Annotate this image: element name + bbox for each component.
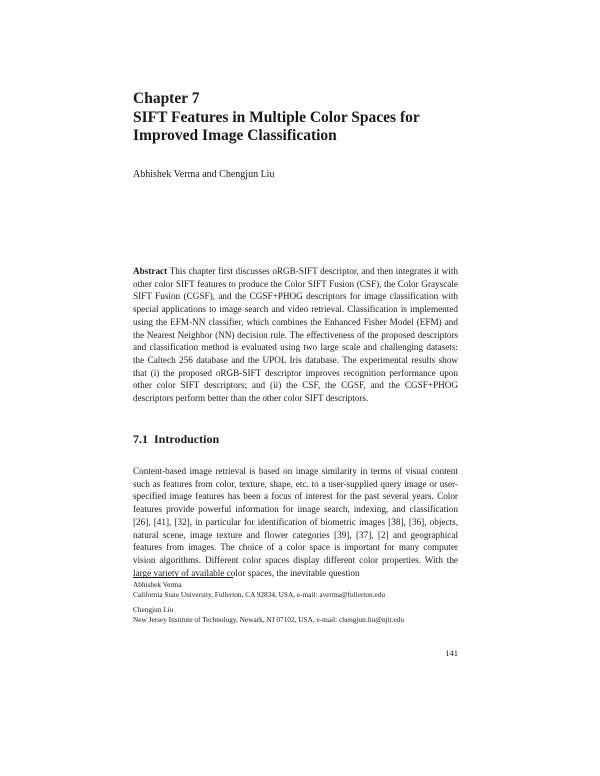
chapter-label: Chapter 7: [133, 90, 200, 107]
abstract: [133, 265, 458, 405]
body-paragraph: Content-based image retrieval is based on image similarity in terms of visual content such as features from color, texture, shape, etc. to a user-supplied query image or user-specified image features has been a focus of interest for the past several years. Color features provide powerful information for image search, indexing, and classification [26], [41], [32], in particular for identification of biometric images [38], [36], objects, natural scene, image texture and flower categories [39], [37], [2] and geographical features from images. The choice of a color space is important for many computer vision algorithms. Different color spaces display different color properties. With the large variety of available color spaces, the inevitable question: [133, 466, 458, 578]
footnote-divider: [133, 577, 233, 578]
abstract-text: This chapter first discusses oRGB-SIFT descriptor, and then integrates it with other color SIFT features to produce the Color SIFT Fusion (CSF), the Color Grayscale SIFT Fusion (CGSF), and the CGSF+PHOG descriptors for image classification with special applications to image search and video retrieval. Classification is implemented using the EFM-NN classifier, which combines the Enhanced Fisher Model (EFM) and the Nearest Neighbor (NN) decision rule. The effectiveness of the proposed descriptors and classification method is evaluated using two large scale and challenging datasets: the Caltech 256 database and the UPOL Iris database. The experimental results show that (i) the proposed oRGB-SIFT descriptor improves recognition performance upon other color SIFT descriptors; and (ii) the CSF, the CGSF, and the CGSF+PHOG descriptors perform better than the other color SIFT descriptors.: [133, 266, 458, 404]
chapter-title: SIFT Features in Multiple Color Spaces for Improved Image Classification: [133, 109, 420, 144]
affiliation-name: Abhishek Verma: [133, 580, 182, 589]
affiliation-details: California State University, Fullerton, CA 92834, USA, e-mail: averma@fullerton.edu: [133, 590, 386, 599]
section-number: 7.1: [133, 432, 148, 446]
author-affiliation-2: [133, 605, 404, 625]
abstract-label: Abstract: [133, 266, 168, 276]
affiliation-name: Chengjun Liu: [133, 605, 174, 614]
section-title: Introduction: [154, 432, 220, 446]
section-heading: [133, 432, 219, 446]
author-affiliation-1: [133, 580, 385, 600]
authors: Abhishek Verma and Chengjun Liu: [133, 169, 275, 180]
page-number: 141: [445, 648, 458, 658]
affiliation-details: New Jersey Institute of Technology, Newark, NJ 07102, USA, e-mail: chengjun.liu@njit.edu: [133, 615, 405, 624]
